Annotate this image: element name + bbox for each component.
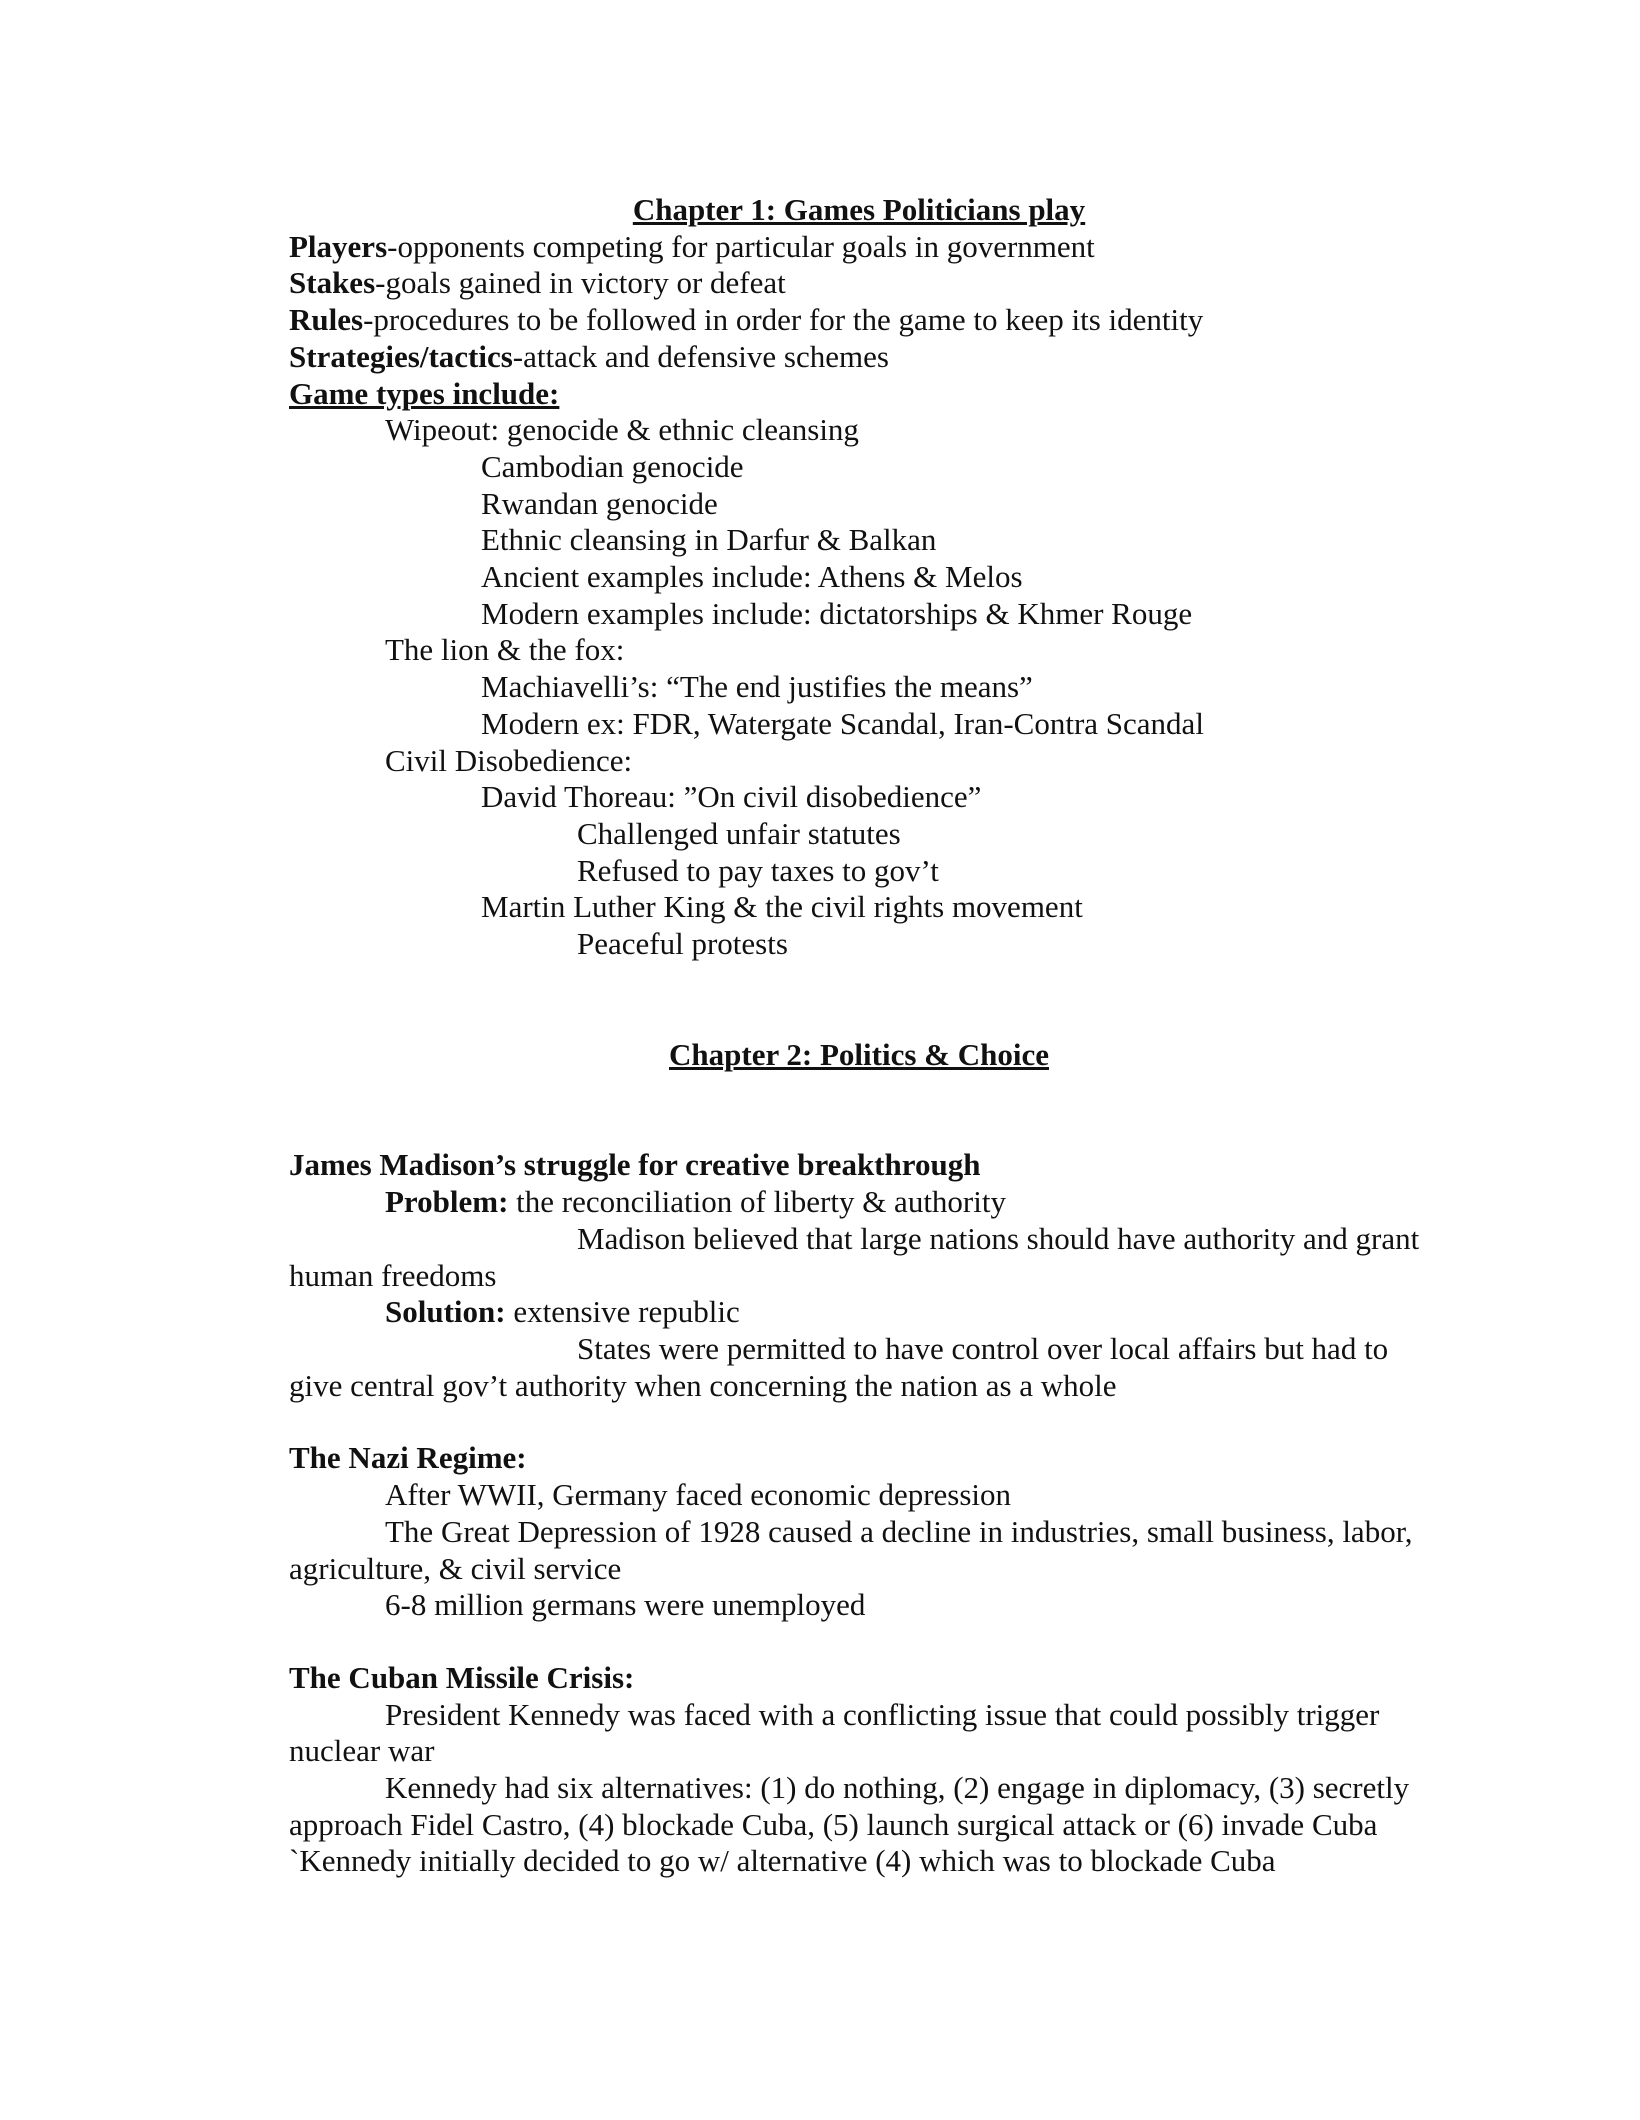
solution-label: Solution: bbox=[385, 1294, 506, 1330]
civil-disobedience-label: Civil Disobedience: bbox=[385, 742, 633, 778]
nazi-line-3: 6-8 million germans were unemployed bbox=[385, 1587, 866, 1623]
problem-label: Problem: bbox=[385, 1184, 509, 1220]
definition-text: -procedures to be followed in order for the game to keep its identity bbox=[363, 302, 1204, 338]
list-item: Refused to pay taxes to gov’t bbox=[577, 852, 939, 888]
list-item: Ethnic cleansing in Darfur & Balkan bbox=[481, 522, 937, 558]
cuba-line-1: President Kennedy was faced with a conflicting issue that could possibly trigger nuclear war bbox=[289, 1696, 1380, 1769]
spacer bbox=[289, 1073, 1429, 1147]
definition-players bbox=[289, 229, 1429, 266]
nazi-heading: The Nazi Regime: bbox=[289, 1440, 527, 1476]
definition-strategies bbox=[289, 339, 1429, 376]
chapter-2-title: Chapter 2: Politics & Choice bbox=[669, 1036, 1049, 1072]
spacer bbox=[289, 963, 1429, 1037]
cuba-line-2: Kennedy had six alternatives: (1) do nothing, (2) engage in diplomacy, (3) secretly approach Fidel Castro, (4) blockade Cuba, (5) launch surgical attack or (6) invade Cuba bbox=[289, 1770, 1410, 1842]
game-types-heading: Game types include: bbox=[289, 375, 560, 411]
list-item: Rwandan genocide bbox=[481, 485, 718, 521]
madison-heading: James Madison’s struggle for creative breakthrough bbox=[289, 1147, 981, 1183]
nazi-line-2: The Great Depression of 1928 caused a decline in industries, small business, labor, agriculture, & civil service bbox=[289, 1513, 1413, 1586]
definition-stakes bbox=[289, 265, 1429, 302]
problem-line bbox=[289, 1184, 1429, 1221]
list-item: Challenged unfair statutes bbox=[577, 815, 901, 851]
solution-text: extensive republic bbox=[505, 1294, 740, 1330]
list-item: Machiavelli’s: “The end justifies the means” bbox=[481, 669, 1033, 705]
problem-detail: Madison believed that large nations should have authority and grant human freedoms bbox=[289, 1220, 1420, 1293]
solution-detail: States were permitted to have control over local affairs but had to give central gov’t authority when concerning the nation as a whole bbox=[289, 1330, 1389, 1403]
cuba-heading: The Cuban Missile Crisis: bbox=[289, 1659, 635, 1695]
definition-term: Stakes bbox=[289, 265, 376, 301]
list-item: Cambodian genocide bbox=[481, 448, 744, 484]
list-item: Peaceful protests bbox=[577, 926, 788, 962]
list-item: Ancient examples include: Athens & Melos bbox=[481, 559, 1023, 595]
definition-term: Players bbox=[289, 228, 388, 264]
list-item: Martin Luther King & the civil rights movement bbox=[481, 889, 1083, 925]
definition-term: Strategies/tactics bbox=[289, 338, 513, 374]
cuba-line-3: `Kennedy initially decided to go w/ alternative (4) which was to blockade Cuba bbox=[289, 1843, 1276, 1879]
definition-rules bbox=[289, 302, 1429, 339]
solution-line bbox=[289, 1294, 1429, 1331]
spacer bbox=[289, 1624, 1429, 1660]
spacer bbox=[289, 1404, 1429, 1440]
list-item: Modern examples include: dictatorships & Khmer Rouge bbox=[481, 595, 1193, 631]
definition-text: -goals gained in victory or defeat bbox=[375, 265, 786, 301]
chapter-1-title: Chapter 1: Games Politicians play bbox=[632, 192, 1086, 227]
list-item: David Thoreau: ”On civil disobedience” bbox=[481, 779, 982, 815]
nazi-line-1: After WWII, Germany faced economic depression bbox=[385, 1477, 1012, 1513]
problem-text: the reconciliation of liberty & authority bbox=[508, 1184, 1006, 1220]
wipeout-label: Wipeout: genocide & ethnic cleansing bbox=[385, 412, 859, 448]
definition-term: Rules bbox=[289, 302, 364, 338]
lion-fox-label: The lion & the fox: bbox=[385, 632, 625, 668]
definition-text: -attack and defensive schemes bbox=[512, 338, 889, 374]
list-item: Modern ex: FDR, Watergate Scandal, Iran-Contra Scandal bbox=[481, 705, 1204, 741]
definition-text: -opponents competing for particular goals in government bbox=[387, 228, 1095, 264]
document-body bbox=[289, 192, 1429, 1880]
